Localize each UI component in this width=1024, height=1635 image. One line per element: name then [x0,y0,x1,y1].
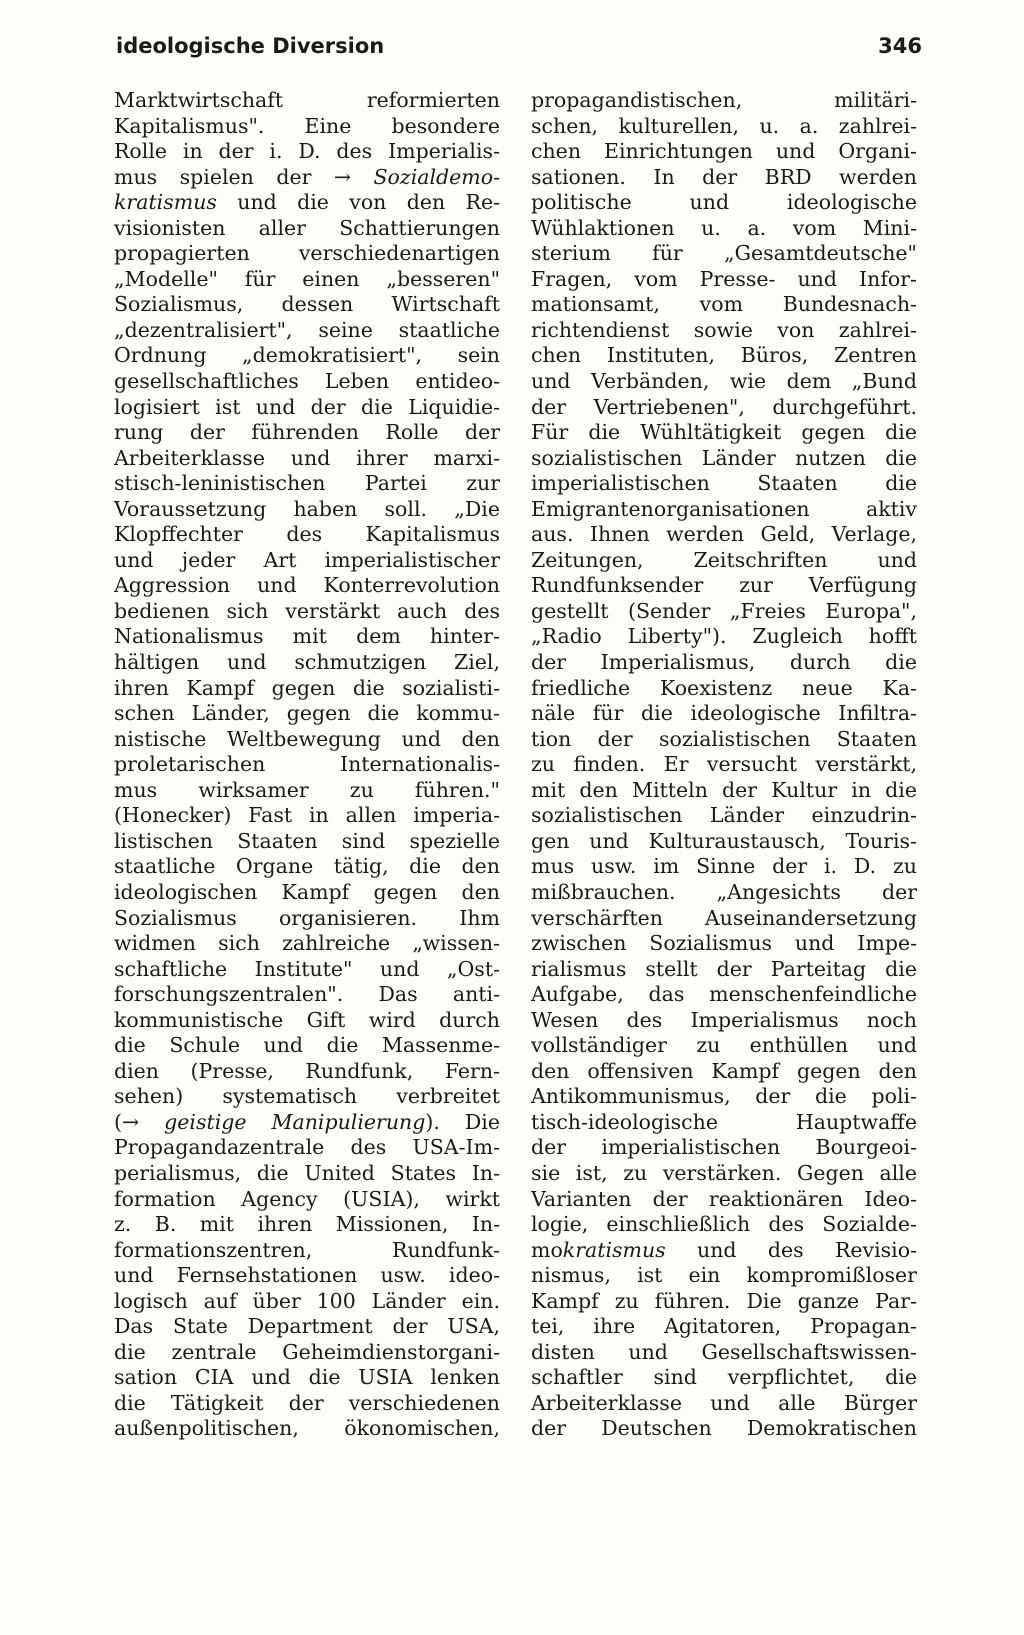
text-line: formation Agency (USIA), wirkt [114,1186,500,1211]
text-line: sterium für „Gesamtdeutsche" [531,241,917,266]
text-line: Ordnung „demokratisiert", sein [114,343,500,368]
text-line: „dezentralisiert", seine staatliche [114,317,500,342]
text-line: Zeitungen, Zeitschriften und [531,547,917,572]
text-line: sozialistischen Länder einzudrin- [531,803,917,828]
text-line: rialismus stellt der Parteitag die [531,956,917,981]
text-line: Marktwirtschaft reformierten [114,88,500,112]
text-line: gestellt (Sender „Freies Europa", [531,598,917,623]
text-line: dien (Presse, Rundfunk, Fern- [114,1058,500,1083]
text-line: Für die Wühltätigkeit gegen die [531,420,917,445]
text-line: Voraussetzung haben soll. „Die [114,496,500,521]
text-line: schaftliche Institute" und „Ost- [114,956,500,981]
text-line: verschärften Auseinandersetzung [531,905,917,930]
text-line: „Modelle" für einen „besseren" [114,266,500,291]
text-line: tion der sozialistischen Staaten [531,726,917,751]
running-header [116,34,922,70]
text-line: sationen. In der BRD werden [531,164,917,189]
text-line: und Fernsehstationen usw. ideo- [114,1263,500,1288]
page-number: 346 [878,34,922,58]
text-line: der Imperialismus, durch die [531,650,917,675]
text-line: perialismus, die United States In- [114,1160,500,1185]
text-line: Wühlaktionen u. a. vom Mini- [531,215,917,240]
text-line: die Schule und die Massenme- [114,1033,500,1058]
text-line: listischen Staaten sind spezielle [114,828,500,853]
text-column-right [531,88,917,1442]
text-line: chen Einrichtungen und Organi- [531,139,917,164]
text-line: stisch-leninistischen Partei zur [114,471,500,496]
text-line: sehen) systematisch verbreitet [114,1084,500,1109]
text-line: Wesen des Imperialismus noch [531,1007,917,1032]
text-line: und jeder Art imperialistischer [114,547,500,572]
text-line: ideologischen Kampf gegen den [114,879,500,904]
text-line: friedliche Koexistenz neue Ka- [531,675,917,700]
text-line: zu finden. Er versucht verstärkt, [531,752,917,777]
text-line: schaftler sind verpflichtet, die [531,1365,917,1390]
text-line: der Deutschen Demokratischen [531,1416,917,1441]
text-line: bedienen sich verstärkt auch des [114,598,500,623]
text-line: Emigrantenorganisationen aktiv [531,496,917,521]
text-line: mus spielen der → Sozialdemo- [114,164,500,189]
text-line: Varianten der reaktionären Ideo- [531,1186,917,1211]
text-line: Kampf zu führen. Die ganze Par- [531,1288,917,1313]
text-line: (Honecker) Fast in allen imperia- [114,803,500,828]
text-line: näle für die ideologische Infiltra- [531,701,917,726]
text-line: logisch auf über 100 Länder ein. [114,1288,500,1313]
text-line: „Radio Liberty"). Zugleich hofft [531,624,917,649]
text-line: richtendienst sowie von zahlrei- [531,317,917,342]
text-line: schen Länder, gegen die kommu- [114,701,500,726]
text-line: Kapitalismus". Eine besondere [114,113,500,138]
text-line: mißbrauchen. „Angesichts der [531,879,917,904]
text-line: schen, kulturellen, u. a. zahlrei- [531,113,917,138]
text-line: mus wirksamer zu führen." [114,777,500,802]
text-line: sozialistischen Länder nutzen die [531,445,917,470]
text-line: widmen sich zahlreiche „wissen- [114,931,500,956]
text-line: kratismus und die von den Re- [114,190,500,215]
text-line: logisiert ist und der die Liquidie- [114,394,500,419]
text-line: Antikommunismus, der die poli- [531,1084,917,1109]
text-line: sie ist, zu verstärken. Gegen alle [531,1160,917,1185]
text-line: nistische Weltbewegung und den [114,726,500,751]
text-line: vollständiger zu enthüllen und [531,1033,917,1058]
text-line: Klopffechter des Kapitalismus [114,522,500,547]
text-line: chen Instituten, Büros, Zentren [531,343,917,368]
text-line: propagandistischen, militäri- [531,88,917,112]
text-line: Propagandazentrale des USA-Im- [114,1135,500,1160]
text-line: proletarischen Internationalis- [114,752,500,777]
text-column-left [114,88,500,1442]
text-line: politische und ideologische [531,190,917,215]
text-line: die zentrale Geheimdienstorgani- [114,1339,500,1364]
text-line: kommunistische Gift wird durch [114,1007,500,1032]
text-line: forschungszentralen". Das anti- [114,982,500,1007]
text-line: formationszentren, Rundfunk- [114,1237,500,1262]
text-line: Aggression und Konterrevolution [114,573,500,598]
text-line: und Verbänden, wie dem „Bund [531,369,917,394]
text-line: mokratismus und des Revisio- [531,1237,917,1262]
text-line: Rolle in der i. D. des Imperialis- [114,139,500,164]
text-line: mationsamt, vom Bundesnach- [531,292,917,317]
text-line: nismus, ist ein kompromißloser [531,1263,917,1288]
text-line: die Tätigkeit der verschiedenen [114,1390,500,1415]
page-title: ideologische Diversion [116,34,385,58]
text-line: imperialistischen Staaten die [531,471,917,496]
text-line: Sozialismus organisieren. Ihm [114,905,500,930]
text-line: Sozialismus, dessen Wirtschaft [114,292,500,317]
text-line: außenpolitischen, ökonomischen, [114,1416,500,1441]
text-line: gesellschaftliches Leben entideo- [114,369,500,394]
text-line: sation CIA und die USIA lenken [114,1365,500,1390]
text-line: tei, ihre Agitatoren, Propagan- [531,1314,917,1339]
text-line: logie, einschließlich des Sozialde- [531,1212,917,1237]
text-line: propagierten verschiedenartigen [114,241,500,266]
text-line: mit den Mitteln der Kultur in die [531,777,917,802]
text-line: visionisten aller Schattierungen [114,215,500,240]
text-line: Nationalismus mit dem hinter- [114,624,500,649]
text-line: Das State Department der USA, [114,1314,500,1339]
text-line: tisch-ideologische Hauptwaffe [531,1109,917,1134]
text-line: staatliche Organe tätig, die den [114,854,500,879]
text-line: den offensiven Kampf gegen den [531,1058,917,1083]
text-line: ihren Kampf gegen die sozialisti- [114,675,500,700]
text-line: (→ geistige Manipulierung). Die [114,1109,500,1134]
text-line: z. B. mit ihren Missionen, In- [114,1212,500,1237]
text-line: aus. Ihnen werden Geld, Verlage, [531,522,917,547]
text-line: Rundfunksender zur Verfügung [531,573,917,598]
text-line: zwischen Sozialismus und Impe- [531,931,917,956]
text-line: rung der führenden Rolle der [114,420,500,445]
text-line: Arbeiterklasse und ihrer marxi- [114,445,500,470]
text-line: mus usw. im Sinne der i. D. zu [531,854,917,879]
text-line: gen und Kulturaustausch, Touris- [531,828,917,853]
text-line: hältigen und schmutzigen Ziel, [114,650,500,675]
text-line: der imperialistischen Bourgeoi- [531,1135,917,1160]
text-line: Fragen, vom Presse- und Infor- [531,266,917,291]
text-line: disten und Gesellschaftswissen- [531,1339,917,1364]
text-line: Arbeiterklasse und alle Bürger [531,1390,917,1415]
text-line: Aufgabe, das menschenfeindliche [531,982,917,1007]
text-line: der Vertriebenen", durchgeführt. [531,394,917,419]
